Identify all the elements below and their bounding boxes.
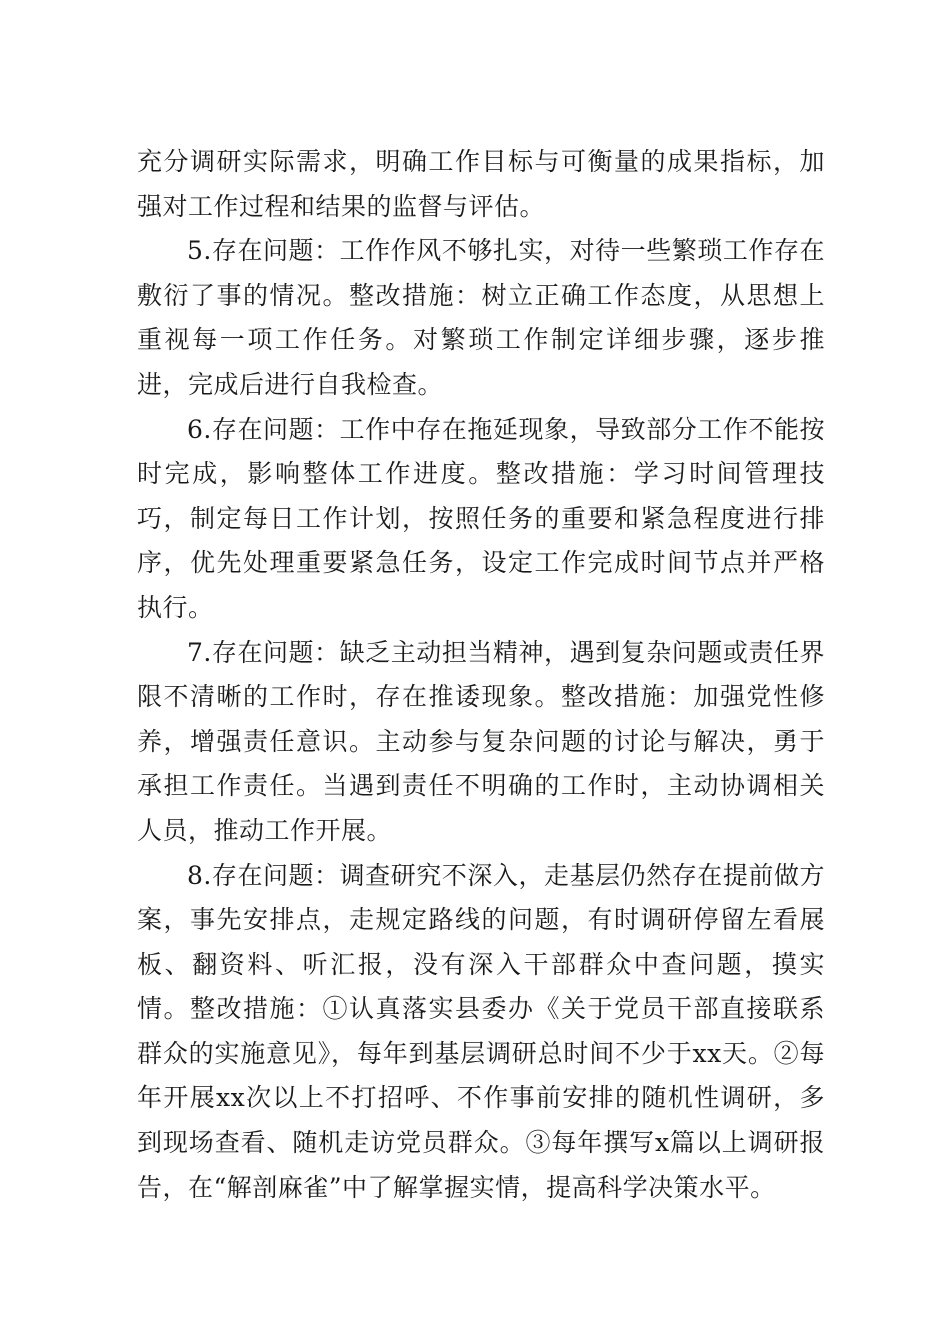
paragraph-continuation: 充分调研实际需求，明确工作目标与可衡量的成果指标，加强对工作过程和结果的监督与评估。 — [137, 147, 825, 221]
paragraph-item-6: 6.存在问题：工作中存在拖延现象，导致部分工作不能按时完成，影响整体工作进度。整改措施：学习时间管理技巧，制定每日工作计划，按照任务的重要和紧急程度进行排序，优先处理重要紧急任务，设定工作完成时间节点并严格执行。 — [137, 414, 825, 622]
paragraph-item-7: 7.存在问题：缺乏主动担当精神，遇到复杂问题或责任界限不清晰的工作时，存在推诿现象。整改措施：加强党性修养，增强责任意识。主动参与复杂问题的讨论与解决，勇于承担工作责任。当遇到责任不明确的工作时，主动协调相关人员，推动工作开展。 — [137, 637, 825, 845]
document-body — [137, 140, 825, 1210]
paragraph-item-5: 5.存在问题：工作作风不够扎实，对待一些繁琐工作存在敷衍了事的情况。整改措施：树立正确工作态度，从思想上重视每一项工作任务。对繁琐工作制定详细步骤，逐步推进，完成后进行自我检查。 — [137, 236, 825, 399]
paragraph-item-8: 8.存在问题：调查研究不深入，走基层仍然存在提前做方案，事先安排点，走规定路线的问题，有时调研停留左看展板、翻资料、听汇报，没有深入干部群众中查问题，摸实情。整改措施：①认真落实县委办《关于党员干部直接联系群众的实施意见》，每年到基层调研总时间不少于xx天。②每年开展xx次以上不打招呼、不作事前安排的随机性调研，多到现场查看、随机走访党员群众。③每年撰写x篇以上调研报告，在“解剖麻雀”中了解掌握实情，提高科学决策水平。 — [137, 860, 825, 1202]
